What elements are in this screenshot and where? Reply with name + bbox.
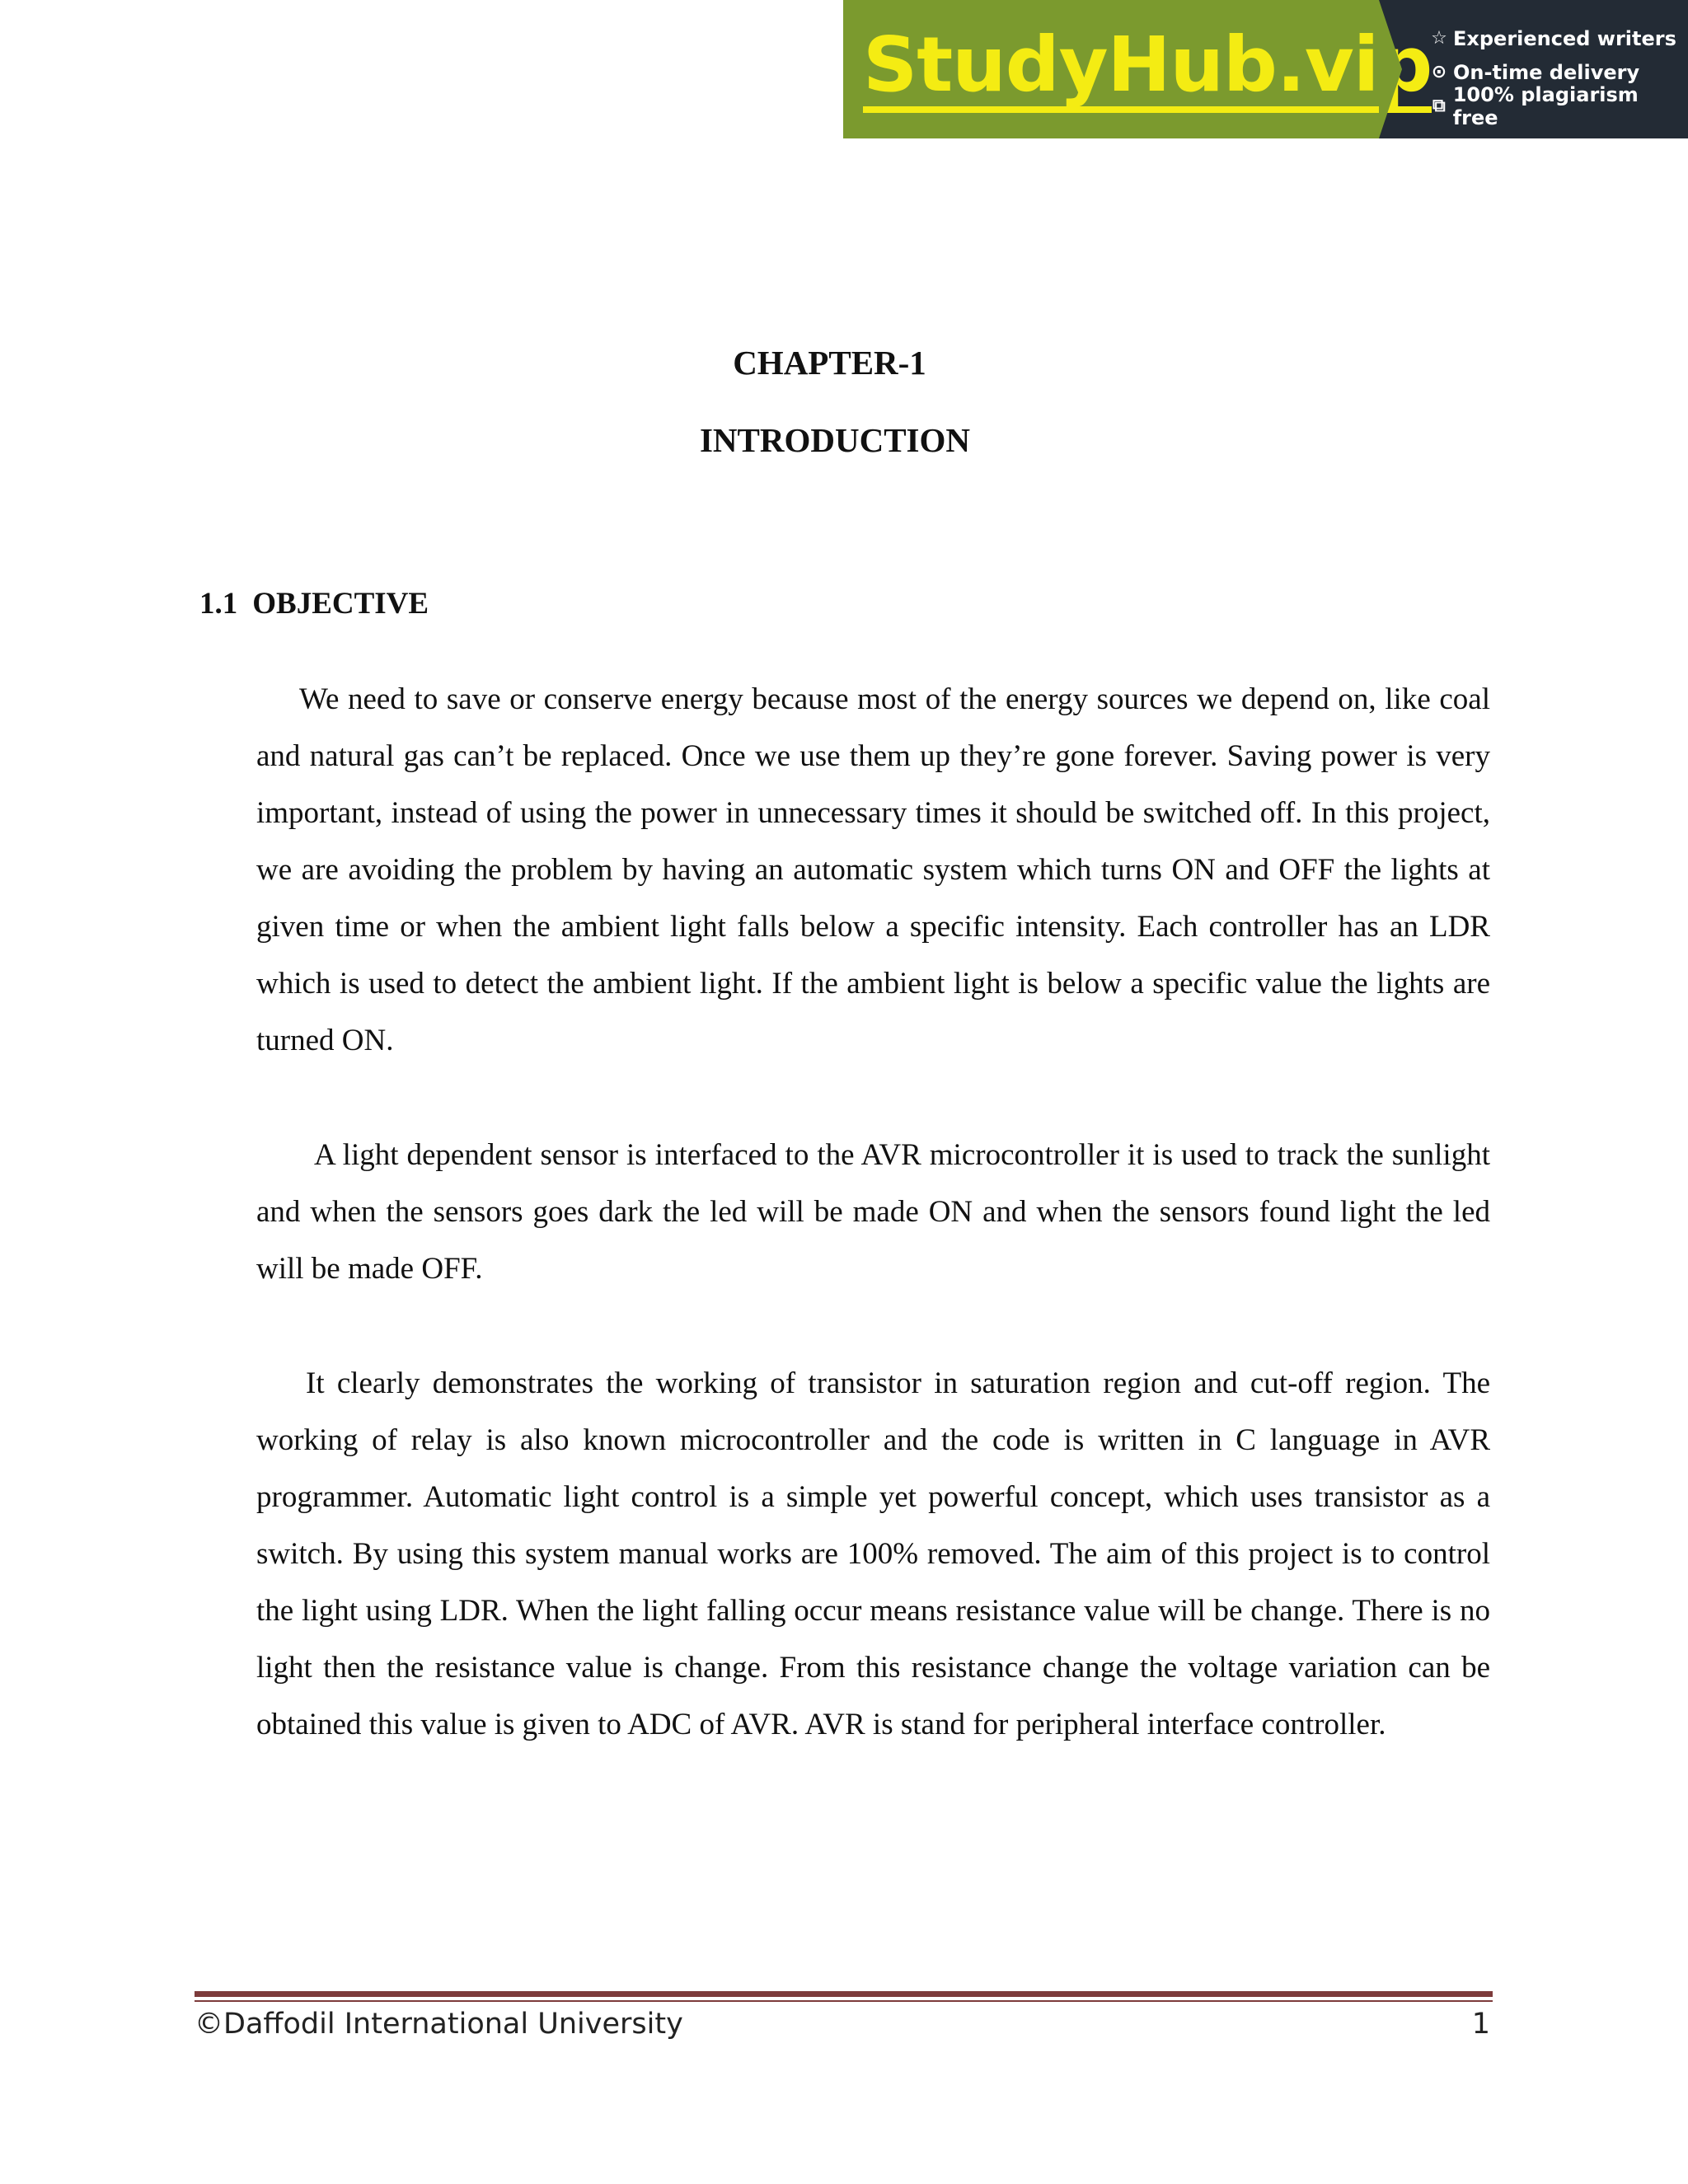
footer-divider-thin xyxy=(195,2000,1493,2002)
body-paragraph: We need to save or conserve energy because most of the energy sources we depend on, like coal and natural gas can’t be replaced. Once we use them up they’re gone forever. Saving power is very important, instead of using the power in unnecessary times it should be switched off. In this project, we are avoiding the problem by having an automatic system which turns ON and OFF the lights at given time or when the ambient light falls below a specific intensity. Each controller has an LDR which is used to detect the ambient light. If the ambient light is below a specific value the lights are turned ON. xyxy=(256,682,1490,1057)
studyhub-banner[interactable] xyxy=(843,0,1688,138)
feature-label: On-time delivery xyxy=(1453,60,1640,84)
section-heading xyxy=(199,586,429,621)
brand-name: StudyHub.vip xyxy=(863,26,1432,114)
feature-label: 100% plagiarism free xyxy=(1452,82,1639,129)
page-number: 1 xyxy=(1471,2008,1490,2041)
chapter-title: INTRODUCTION xyxy=(699,421,971,459)
feature-experienced-writers xyxy=(1428,21,1688,55)
clock-icon: ⊙ xyxy=(1431,62,1447,82)
copy-icon: ⧉ xyxy=(1432,96,1446,116)
section-number: 1.1 xyxy=(199,587,238,621)
feature-plagiarism-free xyxy=(1428,82,1688,129)
footer-divider xyxy=(195,1991,1493,1997)
brand-logo[interactable] xyxy=(843,0,1432,138)
star-icon: ☆ xyxy=(1431,28,1447,49)
body-paragraph: A light dependent sensor is interfaced to the AVR microcontroller it is used to track the sunlight and when the sensors goes dark the led will be made ON and when the sensors found light the led will be made OFF. xyxy=(256,1138,1490,1286)
body-paragraph: It clearly demonstrates the working of transistor in saturation region and cut-off region. The working of relay is also known microcontroller and the code is written in C language in AVR programmer. Automatic light control is a simple yet powerful concept, which uses transistor as a switch. By using this system manual works are 100% removed. The aim of this project is to control the light using LDR. When the light falling occur means resistance value will be change. There is no light then the resistance value is change. From this resistance change the voltage variation can be obtained this value is given to ADC of AVR. AVR is stand for peripheral interface controller. xyxy=(256,1366,1490,1741)
chapter-heading: CHAPTER-1 xyxy=(733,344,926,382)
footer-institution: ©Daffodil International University xyxy=(195,2008,683,2041)
section-title: OBJECTIVE xyxy=(252,587,429,621)
feature-label: Experienced writers xyxy=(1453,26,1676,50)
